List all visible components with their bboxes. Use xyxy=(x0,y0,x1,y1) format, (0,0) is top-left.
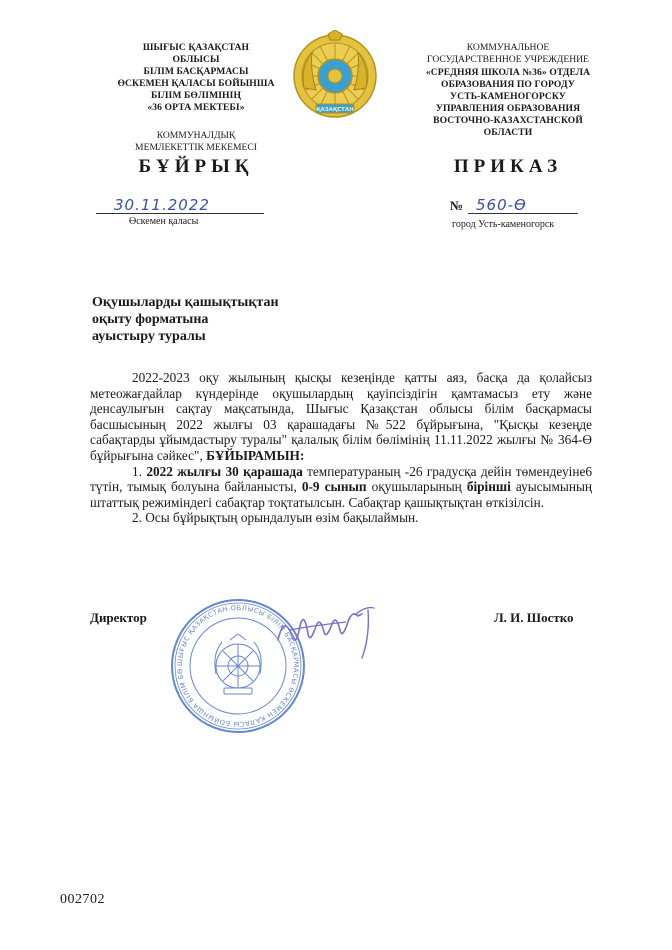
number-prefix: № xyxy=(450,198,464,213)
body-paragraph-3: 2. Осы бұйрықтың орындалуын өзім бақылаймын. xyxy=(132,510,419,526)
header-left-sub-line: МЕМЛЕКЕТТІК МЕКЕМЕСІ xyxy=(135,142,257,153)
header-right-line: ОБРАЗОВАНИЯ ПО ГОРОДУ xyxy=(441,79,575,90)
body-p2-text-2: оқушыларының xyxy=(371,479,462,495)
item-number: 1. xyxy=(132,463,142,479)
doc-title-ru: ПРИКАЗ xyxy=(453,156,563,177)
header-right-line: УПРАВЛЕНИЯ ОБРАЗОВАНИЯ xyxy=(435,103,581,114)
body-p2-text-3: ауысымының штаттық режиміндегі сабақтар тоқтатылсын. Сабақтар қашықтықтан өткізілсін. xyxy=(90,479,593,510)
body-bold-date: 2022 жылғы 30 қарашада xyxy=(146,463,303,479)
signature-scribble-icon xyxy=(270,596,390,666)
document-number: 002702 xyxy=(60,892,105,907)
header-right-sub-line: КОММУНАЛЬНОЕ xyxy=(466,42,550,53)
subject-line: ауыстыру туралы xyxy=(92,329,206,344)
header-right-line: УСТЬ-КАМЕНОГОРСКУ xyxy=(450,91,566,102)
header-right-line: ОБЛАСТИ xyxy=(483,127,533,138)
header-left-line: ӨСКЕМЕН ҚАЛАСЫ БОЙЫНША xyxy=(117,78,275,89)
header-right-sub-line: ГОСУДАРСТВЕННОЕ УЧРЕЖДЕНИЕ xyxy=(427,54,589,65)
signature-role: Директор xyxy=(90,610,147,625)
stamp-ring-text: ШЫҒЫС ҚАЗАҚСТАН ОБЛЫСЫ БІЛІМ БАСҚАРМАСЫ ӨСКЕМЕН ҚАЛАСЫ БОЙЫНША БІЛІМ БӨ xyxy=(175,603,301,729)
header-right xyxy=(402,67,614,139)
body-paragraph-1 xyxy=(90,370,592,464)
signature-name: Л. И. Шостко xyxy=(494,610,574,625)
date-value: 30.11.2022 xyxy=(114,196,210,214)
header-right-line: «СРЕДНЯЯ ШКОЛА №36» ОТДЕЛА xyxy=(425,67,591,78)
number-field xyxy=(450,196,578,214)
doc-title-kz: БҰЙРЫҚ xyxy=(138,156,254,177)
handwritten-signature xyxy=(270,596,390,666)
header-left-line: ОБЛЫСЫ xyxy=(172,54,220,65)
body-bold-grades: 0-9 сынып xyxy=(301,479,367,495)
emblem-banner-text: ҚАЗАҚСТАН xyxy=(316,107,354,113)
header-left-line: БІЛІМ БАСҚАРМАСЫ xyxy=(143,66,249,77)
number-value: 560-Ө xyxy=(476,196,527,214)
header-left-sub-line: КОММУНАЛДЫҚ xyxy=(156,130,236,141)
subject-line: оқыту форматына xyxy=(92,312,209,327)
header-right-sub xyxy=(402,42,614,66)
body-p1-text: 2022-2023 оқу жылының қысқы кезеңінде қатты аяз, басқа да қолайсыз метеожағдайлар күндерінде оқушылардың қауіпсіздігін қамтамасыз ету және денсаулығын сақтау мақсатында, Шығыс Қазақстан облысы білім басқармасы басшысының 2022 жылғы 03 қарашадағы №522 бұйрығына, "Қысқы кезеңде сабақтарды ұйымдастыру туралы" қалалық білім бөлімінің 11.11.2022 жылғы № 364-Ө бұйрығына сәйкес", xyxy=(90,370,592,463)
header-left-line: «36 ОРТА МЕКТЕБІ» xyxy=(147,102,245,113)
subject xyxy=(92,294,279,345)
order-keyword: БҰЙЫРАМЫН: xyxy=(206,447,305,463)
header-left xyxy=(86,42,306,114)
subject-line: Оқушыларды қашықтықтан xyxy=(92,295,279,310)
city-kz: Өскемен қаласы xyxy=(129,216,199,227)
body-paragraph-2 xyxy=(90,464,592,511)
state-emblem xyxy=(290,30,380,120)
body-bold-shift: бірінші xyxy=(466,479,511,495)
header-left-line: БІЛІМ БӨЛІМІНІҢ xyxy=(150,90,242,101)
header-left-line: ШЫҒЫС ҚАЗАҚСТАН xyxy=(142,42,250,53)
body-p2-text-1: температураның -26 градусқа дейін төмендеуіне6 түтін, тымық болуына байланысты, xyxy=(90,463,593,495)
header-right-line: ВОСТОЧНО-КАЗАХСТАНСКОЙ xyxy=(433,115,583,126)
order-body xyxy=(90,370,592,526)
city-ru: город Усть-каменогорск xyxy=(452,219,555,230)
header-left-sub xyxy=(86,130,306,154)
state-emblem-icon xyxy=(290,30,380,120)
date-field xyxy=(96,196,264,214)
